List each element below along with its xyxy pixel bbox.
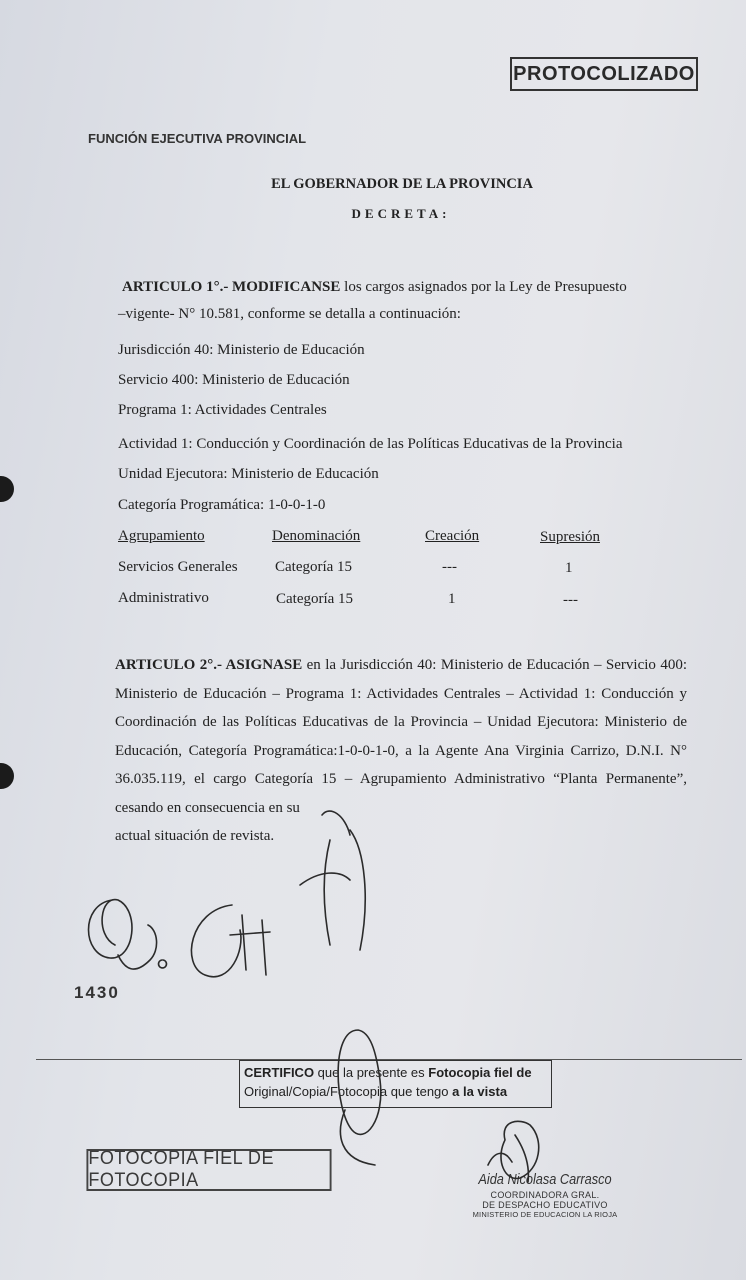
signature-stroke [118, 925, 157, 969]
signature-stroke [242, 915, 246, 970]
article-1-text: los cargos asignados por la Ley de Presupuesto [340, 279, 627, 295]
signatory-role: DE DESPACHO EDUCATIVO [482, 1200, 608, 1210]
article-2-last-line: actual situación de revista. [115, 828, 275, 844]
programa-line: Programa 1: Actividades Centrales [118, 402, 327, 418]
governor-title: EL GOBERNADOR DE LA PROVINCIA [271, 176, 533, 192]
article-1-heading: ARTICULO 1°.- MODIFICANSE [122, 279, 341, 295]
signatory-name: Aida Nicolasa Carrasco [478, 1171, 612, 1188]
signature-stroke [488, 1153, 512, 1165]
table-cell: --- [563, 592, 578, 608]
article-2-body: en la Jurisdicción 40: Ministerio de Educación – Servicio 400: Ministerio de Educación – Programa 1: Actividades Centrales – Actividad 1: Conducción y Coordinación de las Políticas Educativas de la Provincia – Unidad Ejecutora: Ministerio de Educación, Categoría Programática:1-0-0-1-0, a la Agente Ana Virginia Carrizo, D.N.I. N° 36.035.119, el cargo Categoría 15 – Agrupamiento Administrativo “Planta Permanente”, cesando en consecuencia en su [115, 657, 687, 816]
decreta-title: DECRETA: [351, 206, 451, 221]
table-cell: 1 [565, 560, 573, 576]
signature-stroke [340, 1110, 375, 1165]
signature-stroke [89, 900, 132, 958]
jurisdiccion-line: Jurisdicción 40: Ministerio de Educación [118, 342, 365, 358]
punch-hole [0, 476, 14, 502]
table-header: Agrupamiento [118, 528, 205, 544]
table-cell: 1 [448, 591, 456, 607]
cert-text: que la presente es [314, 1065, 429, 1080]
signature-stroke [159, 960, 167, 968]
table-cell: Servicios Generales [118, 559, 238, 575]
function-header: FUNCIÓN EJECUTIVA PROVINCIAL [88, 131, 307, 146]
signature-stroke [262, 920, 266, 975]
signature-stroke [300, 873, 350, 885]
table-header: Supresión [540, 529, 600, 545]
punch-hole [0, 763, 14, 789]
table-cell: Administrativo [118, 590, 209, 606]
signature-stroke [230, 932, 270, 935]
certification-stamp [239, 1060, 552, 1108]
signature-stroke [501, 1121, 539, 1178]
article-1-text-line2: –vigente- N° 10.581, conforme se detalla a continuación: [118, 306, 461, 322]
table-cell: Categoría 15 [275, 559, 353, 575]
protocolizado-stamp: PROTOCOLIZADO [510, 57, 698, 91]
signature-stroke [324, 840, 330, 945]
cert-fotocopia: Fotocopia fiel de [428, 1065, 532, 1080]
servicio-line: Servicio 400: Ministerio de Educación [118, 372, 350, 388]
cert-certifico: CERTIFICO [244, 1065, 315, 1080]
fotocopia-fiel-stamp: FOTOCOPIA FIEL DE FOTOCOPIA [86, 1149, 331, 1191]
article-1 [118, 274, 688, 328]
cert-vista: a la vista [452, 1084, 508, 1099]
article-2-heading: ARTICULO 2°.- ASIGNASE [115, 657, 303, 673]
categoria-line: Categoría Programática: 1-0-0-1-0 [118, 497, 326, 513]
unidad-line: Unidad Ejecutora: Ministerio de Educación [118, 466, 379, 482]
cert-text-2: Original/Copia/Fotocopia que tengo [244, 1084, 453, 1099]
table-cell: --- [442, 559, 457, 575]
number-stamp: 1430 [74, 983, 120, 1002]
signature-stroke [191, 905, 240, 977]
signatory-block [440, 1171, 650, 1219]
table-header: Creación [425, 528, 480, 544]
article-2 [115, 651, 687, 851]
table-header: Denominación [272, 528, 361, 544]
actividad-line: Actividad 1: Conducción y Coordinación de las Políticas Educativas de la Provincia [118, 436, 623, 452]
signatory-role: COORDINADORA GRAL. [490, 1190, 600, 1200]
table-cell: Categoría 15 [276, 591, 354, 607]
signatory-ministry: MINISTERIO DE EDUCACION LA RIOJA [472, 1210, 618, 1219]
